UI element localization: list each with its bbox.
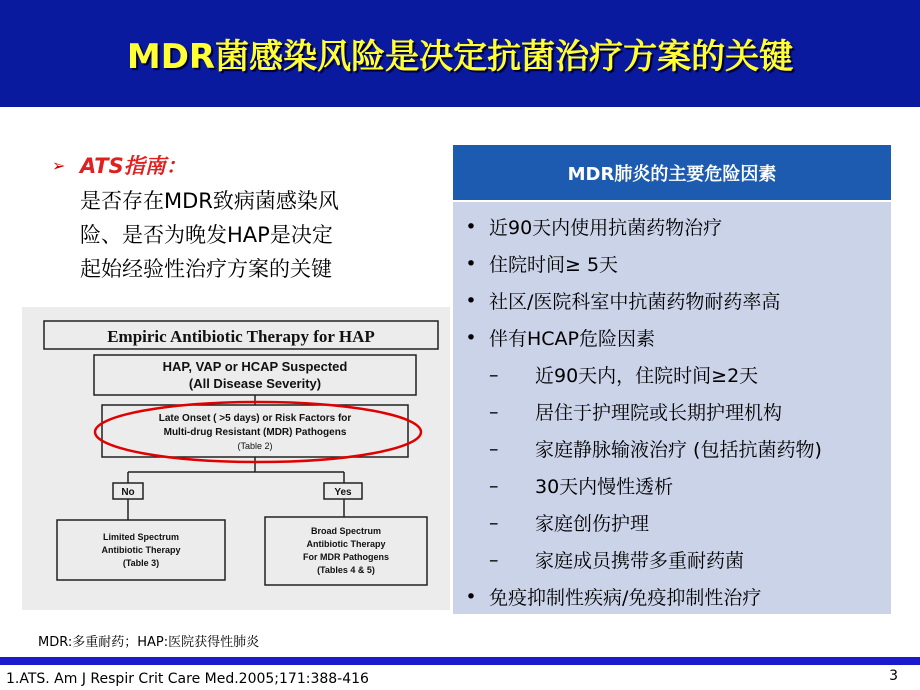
risk-table-header: MDR肺炎的主要危险因素 (453, 145, 891, 202)
list-item-text: 居住于护理院或长期护理机构 (535, 402, 783, 424)
list-item-text: 伴有HCAP危险因素 (489, 328, 656, 350)
flowchart-diagram (22, 307, 450, 610)
list-subitem (453, 430, 891, 467)
list-item (453, 578, 891, 615)
criteria-text-line1: Late Onset ( >5 days) or Risk Factors for (158, 413, 352, 424)
bullet-marker: • (465, 215, 477, 238)
ats-text-line: 险、是否为晚发HAP是决定 (80, 223, 333, 247)
flowchart-title: Empiric Antibiotic Therapy for HAP (107, 327, 375, 346)
reference-citation: 1.ATS. Am J Respir Crit Care Med.2005;171:388-416 (6, 671, 369, 687)
bullet-marker: • (465, 326, 477, 349)
ats-label: ATS指南： (80, 154, 187, 178)
list-item-text: 家庭静脉输液治疗 (包括抗菌药物) (535, 439, 822, 461)
yes-label: Yes (334, 487, 352, 498)
dash-marker: – (489, 511, 499, 534)
bullet-marker: • (465, 585, 477, 608)
ats-text (80, 184, 422, 286)
broad-text-line4: (Tables 4 & 5) (317, 565, 375, 575)
list-item-text: 社区/医院科室中抗菌药物耐药率高 (489, 291, 781, 313)
broad-text-line3: For MDR Pathogens (302, 552, 390, 562)
list-item-text: 30天内慢性透析 (535, 476, 674, 498)
list-item-text: 家庭成员携带多重耐药菌 (535, 550, 745, 572)
list-subitem (453, 541, 891, 578)
page-number: 3 (889, 668, 898, 684)
abbreviation-note: MDR:多重耐药；HAP:医院获得性肺炎 (38, 635, 260, 650)
flowchart-image (22, 307, 450, 610)
list-item (453, 282, 891, 319)
broad-text-line2: Antibiotic Therapy (306, 539, 386, 549)
list-item-text: 近90天内使用抗菌药物治疗 (489, 217, 723, 239)
list-item (453, 245, 891, 282)
dash-marker: – (489, 437, 499, 460)
risk-factor-table (453, 145, 891, 614)
list-subitem (453, 393, 891, 430)
dash-marker: – (489, 474, 499, 497)
bullet-marker: • (465, 252, 477, 275)
list-item-text: 免疫抑制性疾病/免疫抑制性治疗 (489, 587, 762, 609)
list-item (453, 208, 891, 245)
limited-text-line3: (Table 3) (122, 558, 160, 568)
bullet-marker: • (465, 289, 477, 312)
broad-text-line1: Broad Spectrum (310, 526, 382, 536)
limited-text-line1: Limited Spectrum (102, 532, 180, 542)
dash-marker: – (489, 363, 499, 386)
ats-heading (52, 150, 422, 180)
list-subitem (453, 356, 891, 393)
limited-text-line2: Antibiotic Therapy (101, 545, 181, 555)
title-bar (0, 0, 920, 107)
ats-guideline-block (52, 150, 422, 286)
list-item-text: 近90天内，住院时间≥2天 (535, 365, 759, 387)
no-label: No (121, 487, 135, 498)
ats-text-line: 是否存在MDR致病菌感染风 (80, 189, 339, 213)
dash-marker: – (489, 548, 499, 571)
list-item-text: 家庭创伤护理 (535, 513, 650, 535)
list-subitem (453, 504, 891, 541)
list-item (453, 319, 891, 356)
slide-title: MDR菌感染风险是决定抗菌治疗方案的关键 (126, 37, 794, 77)
criteria-text-line3: (Table 2) (237, 441, 273, 451)
list-item-text: 住院时间≥ 5天 (489, 254, 619, 276)
dash-marker: – (489, 400, 499, 423)
ats-text-line: 起始经验性治疗方案的关键 (80, 257, 332, 281)
suspected-text-line1: HAP, VAP or HCAP Suspected (162, 359, 348, 374)
footer-divider (0, 657, 920, 665)
suspected-text-line2: (All Disease Severity) (188, 376, 322, 391)
list-subitem (453, 467, 891, 504)
arrow-right-icon: ➢ (52, 155, 66, 175)
criteria-text-line2: Multi-drug Resistant (MDR) Pathogens (163, 427, 347, 438)
risk-factor-list (453, 202, 891, 615)
